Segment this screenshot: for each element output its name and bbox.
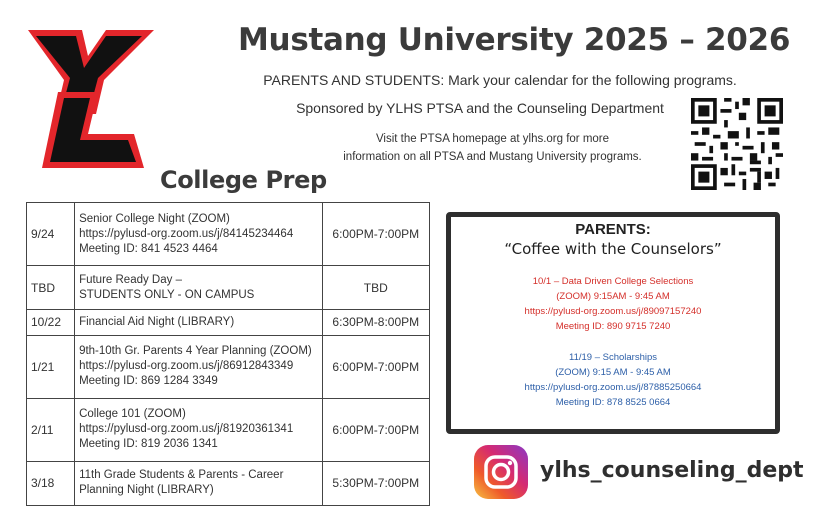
- coffee-event: [451, 350, 775, 410]
- event-description: [75, 398, 323, 461]
- parents-coffee-box: [446, 212, 780, 434]
- table-row: [27, 310, 430, 335]
- event-line: Planning Night (LIBRARY): [79, 484, 214, 497]
- zoom-link[interactable]: https://pylusd-org.zoom.us/j/87885250664: [524, 382, 702, 393]
- event-line: Meeting ID: 869 1284 3349: [79, 375, 218, 388]
- table-row: [27, 335, 430, 398]
- college-prep-table: [26, 202, 430, 506]
- event-line: Future Ready Day –: [79, 273, 182, 286]
- event-date: 2/11: [27, 398, 75, 461]
- table-row: [27, 398, 430, 461]
- event-line: (ZOOM) 9:15 AM - 9:45 AM: [555, 367, 671, 378]
- event-line: 11th Grade Students & Parents - Career: [79, 469, 284, 482]
- visit-info: Visit the PTSA homepage at ylhs.org for more information on all PTSA and Mustang University programs.: [343, 133, 642, 163]
- qr-code-icon[interactable]: [691, 98, 783, 190]
- zoom-link[interactable]: https://pylusd-org.zoom.us/j/84145234464: [79, 227, 294, 240]
- event-line: 11/19 – Scholarships: [568, 352, 658, 363]
- sponsor-line: Sponsored by YLHS PTSA and the Counseling Department: [296, 100, 664, 116]
- coffee-subheading: “Coffee with the Counselors”: [504, 240, 722, 258]
- event-description: [75, 335, 323, 398]
- zoom-link[interactable]: https://pylusd-org.zoom.us/j/86912843349: [79, 360, 294, 373]
- event-line: STUDENTS ONLY - ON CAMPUS: [79, 288, 255, 301]
- event-date: 1/21: [27, 335, 75, 398]
- event-line: (ZOOM) 9:15AM - 9:45 AM: [556, 291, 670, 302]
- event-line: Meeting ID: 878 8525 0664: [555, 397, 671, 408]
- event-line: Financial Aid Night (LIBRARY): [79, 315, 235, 328]
- event-line: Meeting ID: 819 2036 1341: [79, 438, 218, 451]
- event-time: 5:30PM-7:00PM: [322, 461, 429, 505]
- event-time: 6:30PM-8:00PM: [322, 310, 429, 335]
- instagram-handle[interactable]: ylhs_counseling_dept: [540, 458, 804, 483]
- event-time: 6:00PM-7:00PM: [322, 203, 429, 266]
- college-prep-title: College Prep: [160, 166, 327, 194]
- event-line: College 101 (ZOOM): [79, 408, 186, 421]
- calendar-notice: PARENTS AND STUDENTS: Mark your calendar for the following programs.: [263, 72, 737, 88]
- event-date: 10/22: [27, 310, 75, 335]
- event-date: 9/24: [27, 203, 75, 266]
- event-line: 10/1 – Data Driven College Selections: [532, 276, 694, 287]
- event-description: [75, 310, 323, 335]
- event-date: TBD: [27, 266, 75, 310]
- event-description: [75, 203, 323, 266]
- parents-heading: PARENTS:: [575, 221, 651, 238]
- event-line: 9th-10th Gr. Parents 4 Year Planning (ZOOM): [79, 345, 312, 358]
- instagram-icon[interactable]: [474, 445, 528, 499]
- event-description: [75, 266, 323, 310]
- zoom-link[interactable]: https://pylusd-org.zoom.us/j/81920361341: [79, 423, 294, 436]
- event-time: 6:00PM-7:00PM: [322, 398, 429, 461]
- event-date: 3/18: [27, 461, 75, 505]
- event-line: Meeting ID: 890 9715 7240: [555, 321, 671, 332]
- event-line: Senior College Night (ZOOM): [79, 212, 230, 225]
- zoom-link[interactable]: https://pylusd-org.zoom.us/j/89097157240: [524, 306, 702, 317]
- table-row: [27, 461, 430, 505]
- event-time: TBD: [322, 266, 429, 310]
- coffee-event: [451, 274, 775, 334]
- event-time: 6:00PM-7:00PM: [322, 335, 429, 398]
- table-row: [27, 203, 430, 266]
- page-title: Mustang University 2025 – 2026: [238, 22, 791, 58]
- event-description: [75, 461, 323, 505]
- table-row: [27, 266, 430, 310]
- event-line: Meeting ID: 841 4523 4464: [79, 242, 218, 255]
- school-logo: [22, 22, 156, 170]
